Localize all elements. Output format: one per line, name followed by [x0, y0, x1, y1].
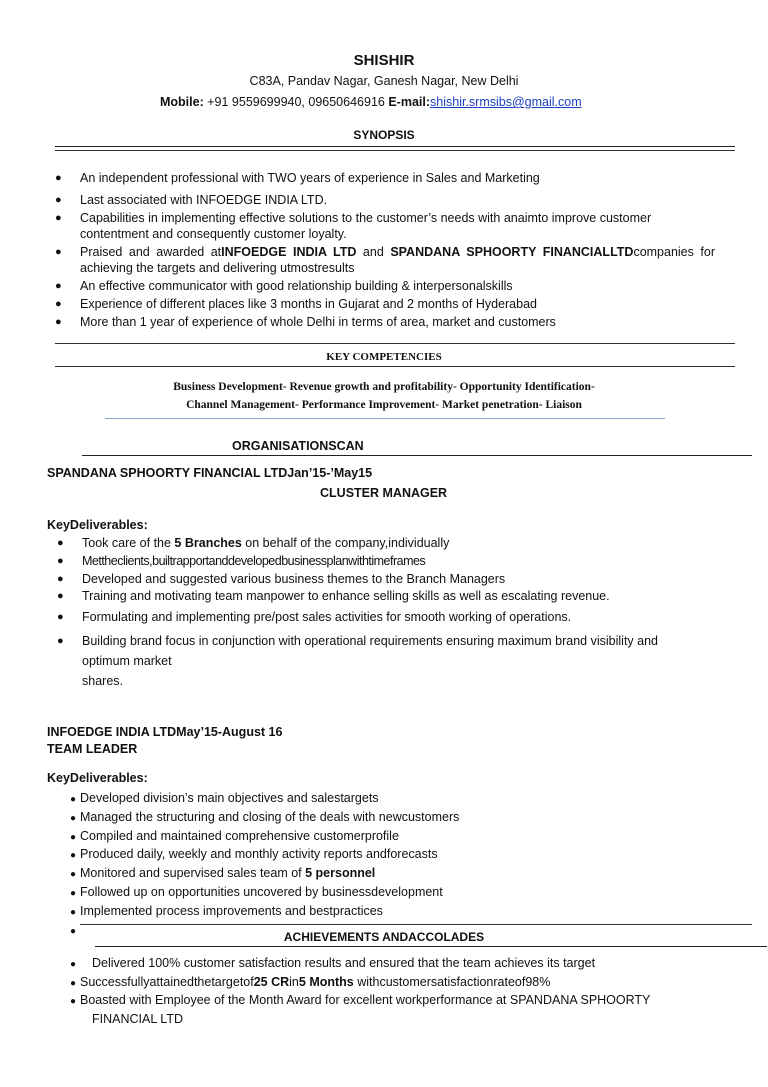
- bullet-icon: ●: [70, 906, 77, 918]
- competencies-divider: [55, 343, 735, 344]
- job2-role: TEAM LEADER: [47, 742, 138, 756]
- competencies-divider-2: [55, 366, 735, 367]
- list-item: ● Building brand focus in conjunction with operational requirements ensuring maximum brand visibility and optimum market shares.: [82, 631, 722, 691]
- bullet-icon: ●: [70, 850, 77, 862]
- address: C83A, Pandav Nagar, Ganesh Nagar, New Delhi: [249, 74, 519, 88]
- job2-company: INFOEDGE INDIA LTDMay’15-August 16: [47, 725, 283, 739]
- job1-role: CLUSTER MANAGER: [320, 486, 448, 500]
- list-item: ● An independent professional with TWO years of experience in Sales and Marketing: [55, 171, 540, 185]
- bullet-icon: ●: [70, 959, 77, 970]
- bullet-icon: ●: [70, 794, 77, 805]
- bullet-icon: ●: [55, 194, 62, 206]
- bullet-icon: ●: [57, 573, 64, 585]
- bullet-icon: ●: [55, 212, 62, 224]
- mobile-label: Mobile:: [160, 95, 204, 109]
- list-item: ● Developed and suggested various business themes to the Branch Managers: [57, 572, 506, 586]
- list-item: ● Monitored and supervised sales team of 5 personnel: [70, 865, 710, 884]
- bullet-icon: ●: [70, 869, 77, 881]
- list-item: ● Last associated with INFOEDGE INDIA LTD.: [55, 193, 328, 207]
- achievements-divider: [80, 924, 752, 925]
- list-item: ● Compiled and maintained comprehensive customerprofile: [70, 828, 710, 847]
- list-item: ● Delivered 100% customer satisfaction results and ensured that the team achieves its target: [70, 955, 720, 974]
- list-item: ● Mettheclients,builtrapportanddevelopedbusinessplanwithtimeframes: [57, 554, 426, 568]
- bullet-icon: ●: [70, 977, 77, 989]
- achievements-divider-2: [95, 946, 767, 947]
- bullet-icon: ●: [70, 925, 77, 937]
- job1-company: SPANDANA SPHOORTY FINANCIAL LTDJan’15-’May15: [47, 466, 373, 480]
- synopsis-divider-2: [55, 150, 735, 151]
- list-item: ● Capabilities in implementing effective solutions to the customer’s needs with anaimto improve customer contentment and consequently customer loyalty.: [55, 211, 652, 241]
- job2-deliverables-list: [70, 790, 710, 940]
- bullet-icon: ●: [55, 298, 62, 310]
- organisation-divider: [82, 455, 752, 456]
- mobile-value: +91 9559699940, 09650646916: [207, 95, 385, 109]
- bullet-icon: ●: [55, 172, 62, 184]
- list-item: ● Formulating and implementing pre/post sales activities for smooth working of operations.: [57, 610, 572, 624]
- list-item: ● Managed the structuring and closing of the deals with newcustomers: [70, 809, 710, 828]
- bullet-icon: ●: [70, 812, 77, 824]
- list-item: ● An effective communicator with good relationship building & interpersonalskills: [55, 279, 513, 293]
- list-item: ● Followed up on opportunities uncovered by businessdevelopment: [70, 884, 710, 903]
- competencies-line-2: Channel Management- Performance Improvement- Market penetration- Liaison: [186, 399, 582, 411]
- bullet-icon: ●: [70, 887, 77, 899]
- bullet-icon: ●: [57, 537, 64, 549]
- list-item: ● Training and motivating team manpower to enhance selling skills as well as escalating revenue.: [57, 589, 610, 603]
- list-item: ● Praised and awarded atINFOEDGE INDIA LTD and SPANDANA SPHOORTY FINANCIALLTDcompanies for achieving the targets and delivering utmostresults: [55, 245, 715, 275]
- achievements-list: [70, 955, 720, 1028]
- job1-deliverables-list: [57, 535, 722, 691]
- competencies-line-1: Business Development- Revenue growth and profitability- Opportunity Identification-: [173, 381, 595, 393]
- bullet-icon: ●: [70, 996, 77, 1007]
- synopsis-list: [55, 170, 715, 332]
- list-item: ● Boasted with Employee of the Month Award for excellent workperformance at SPANDANA SPHOORTY FINANCIAL LTD: [70, 993, 651, 1026]
- candidate-name: SHISHIR: [353, 52, 415, 69]
- bullet-icon: ●: [55, 280, 62, 292]
- bullet-icon: ●: [57, 555, 64, 567]
- list-item: ● Successfullyattainedthetargetof25 CRin5 Months withcustomersatisfactionrateof98%: [70, 974, 720, 993]
- synopsis-divider: [55, 146, 735, 147]
- synopsis-title: SYNOPSIS: [353, 128, 415, 142]
- bullet-icon: ●: [70, 831, 77, 843]
- achievements-title: ACHIEVEMENTS ANDACCOLADES: [283, 930, 485, 944]
- bullet-icon: ●: [57, 590, 64, 602]
- bullet-icon: ●: [57, 611, 64, 623]
- job1-deliverables-label: KeyDeliverables:: [47, 518, 148, 532]
- organisation-title: ORGANISATIONSCAN: [232, 439, 364, 453]
- competencies-title: KEY COMPETENCIES: [326, 351, 442, 363]
- job2-deliverables-label: KeyDeliverables:: [47, 771, 148, 785]
- list-item: ● Produced daily, weekly and monthly activity reports andforecasts: [70, 846, 710, 865]
- email-link[interactable]: shishir.srmsibs@gmail.com: [430, 95, 582, 109]
- list-item: ● Took care of the 5 Branches on behalf of the company,individually: [57, 536, 450, 550]
- list-item: ● More than 1 year of experience of whole Delhi in terms of area, market and customers: [55, 315, 556, 329]
- bullet-icon: ●: [57, 635, 64, 647]
- email-label: E-mail:: [388, 95, 431, 109]
- contact-line: [160, 95, 582, 109]
- competencies-blue-rule: [105, 418, 665, 419]
- bullet-icon: ●: [55, 316, 62, 328]
- list-item: ● Implemented process improvements and bestpractices: [70, 903, 710, 922]
- bullet-icon: ●: [55, 246, 62, 258]
- list-item: ● Developed division’s main objectives and salestargets: [70, 790, 710, 809]
- list-item: ● Experience of different places like 3 months in Gujarat and 2 months of Hyderabad: [55, 297, 537, 311]
